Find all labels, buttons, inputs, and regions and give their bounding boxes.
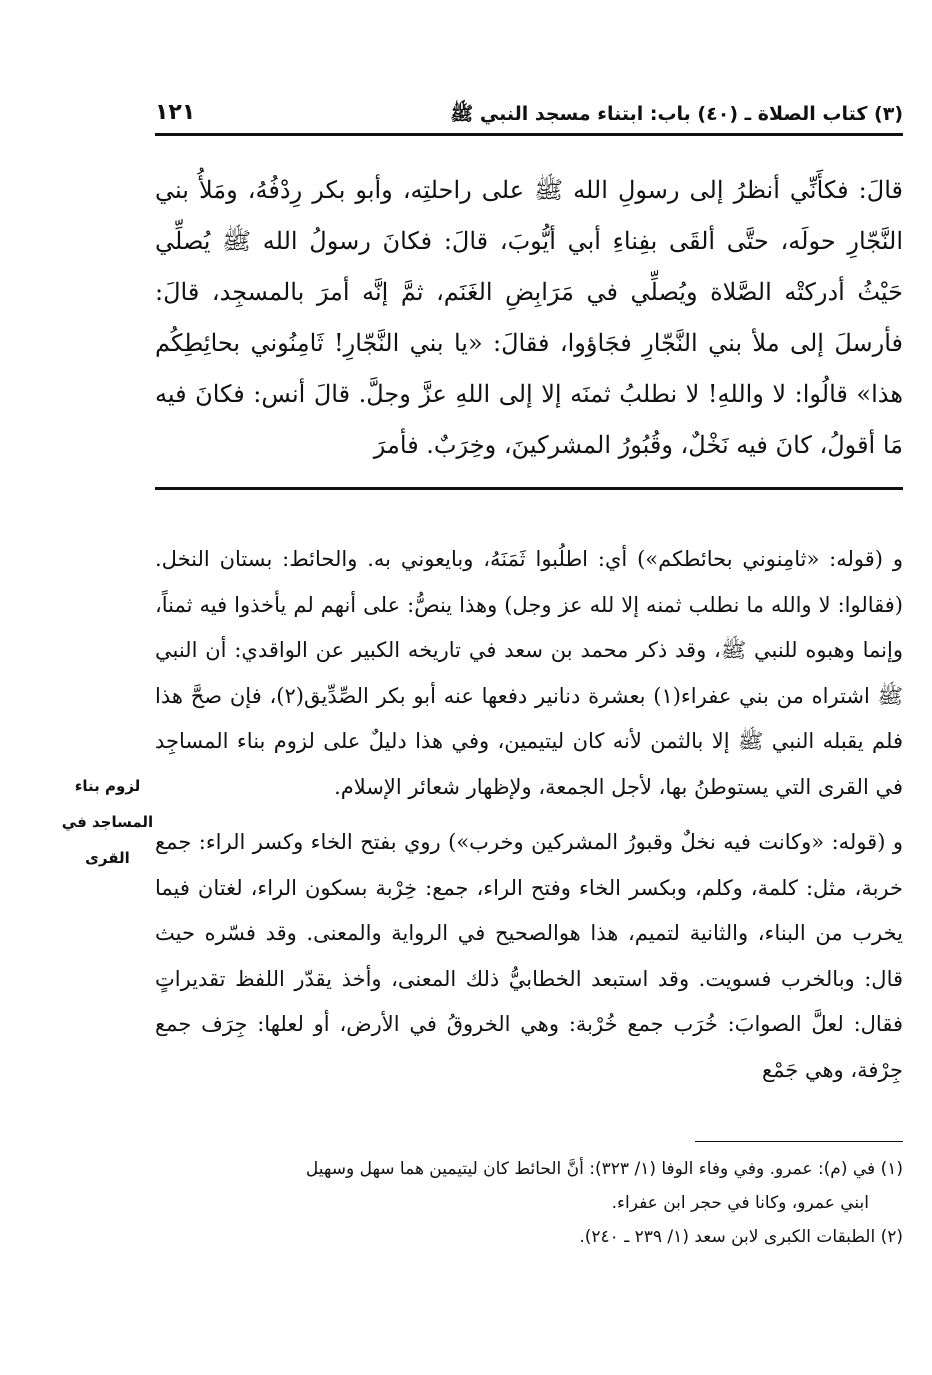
footnote-marker: (٢) — [880, 1227, 903, 1247]
footnote-1 — [155, 1152, 903, 1220]
footnote-2 — [155, 1220, 903, 1254]
commentary — [155, 537, 903, 1093]
footnote-rule — [695, 1141, 903, 1142]
footnote-text: في (م): عمرو. وفي وفاء الوفا (١/ ٣٢٣): أنَّ الحائط كان ليتيمين هما سهل وسهيل — [305, 1159, 876, 1179]
footnote-text-continued: ابني عمرو، وكانا في حجر ابن عفراء. — [611, 1193, 869, 1213]
margin-note: لزوم بناء المساجد في القرى — [61, 777, 154, 867]
commentary-paragraph-2: و (قوله: «وكانت فيه نخلٌ وقبورُ المشركين وخرب») روي بفتح الخاء وكسر الراء: جمع خربة، مثل: كلمة، وكلم، وبكسر الخاء وفتح الراء، جمع: خِرْبة بسكون الراء، لغتان فيما يخرب من البناء، والثانية لتميم، هذا هوالصحيح في الرواية والمعنى. وقد فسّره حيث قال: وبالخرب فسويت. وقد استبعد الخطابيُّ ذلك المعنى، وأخذ يقدّر اللفظ تقديراتٍ فقال: لعلَّ الصوابَ: خُرَب جمع خُرْبة: وهي الخروقُ في الأرض، أو لعلها: جِرَف جمع جِرْفة، وهي جَمْع — [155, 830, 903, 1082]
chapter-title: (٣) كتاب الصلاة ـ (٤٠) باب: ابتناء مسجد النبي ﷺ — [450, 103, 903, 125]
footnote-marker: (١) — [880, 1159, 903, 1179]
footnotes — [155, 1152, 903, 1254]
header-rule — [155, 133, 903, 136]
hadith-text: قالَ: فكأَنِّي أنظرُ إلى رسولِ الله ﷺ على راحلتِه، وأبو بكر رِدْفُهُ، ومَلأُ بني النَّجّارِ حولَه، حتَّى ألقَى بفِناءِ أبي أيُّوبَ، قالَ: فكانَ رسولُ الله ﷺ يُصلِّي حَيْثُ أدركتْه الصَّلاة ويُصلِّي في مَرَابِضِ الغَنَم، ثمَّ إنَّه أمرَ بالمسجِد، قالَ: فأرسلَ إلى ملأ بني النَّجّارِ فجَاؤوا، فقالَ: «يا بني النَّجّارِ! ثَامِنُوني بحائِطِكُم هذا» قالُوا: لا واللهِ! لا نطلبُ ثمنَه إلا إلى اللهِ عزَّ وجلَّ. قالَ أنس: فكانَ فيه مَا أقولُ، كانَ فيه نَخْلٌ، وقُبُورُ المشركينَ، وخِرَبٌ. فأمرَ — [155, 176, 903, 459]
footnote-text: الطبقات الكبرى لابن سعد (١/ ٢٣٩ ـ ٢٤٠). — [579, 1227, 876, 1247]
hadith-separator — [155, 487, 903, 490]
running-header — [155, 100, 903, 134]
commentary-paragraph-1: و (قوله: «ثامِنوني بحائطكم») أي: اطلُبوا ثَمَنَهُ، وبايعوني به. والحائط: بستان النخل. (فقالوا: لا والله ما نطلب ثمنه إلا لله عز وجل) وهذا ينصُّ: على أنهم لم يأخذوا فيه ثمناً، وإنما وهبوه للنبي ﷺ، وقد ذكر محمد بن سعد في تاريخه الكبير عن الواقدي: أن النبي ﷺ اشتراه من بني عفراء(١) بعشرة دنانير دفعها عنه أبو بكر الصِّدِّيق(٢)، فإن صحَّ هذا فلم يقبله النبي ﷺ إلا بالثمن لأنه كان ليتيمين، وفي هذا دليلٌ على لزوم بناء المساجِد في القرى التي يستوطنُ بها، لأجل الجمعة، ولإظهار شعائر الإسلام. — [155, 547, 903, 799]
page-number: ١٢١ — [155, 100, 196, 125]
